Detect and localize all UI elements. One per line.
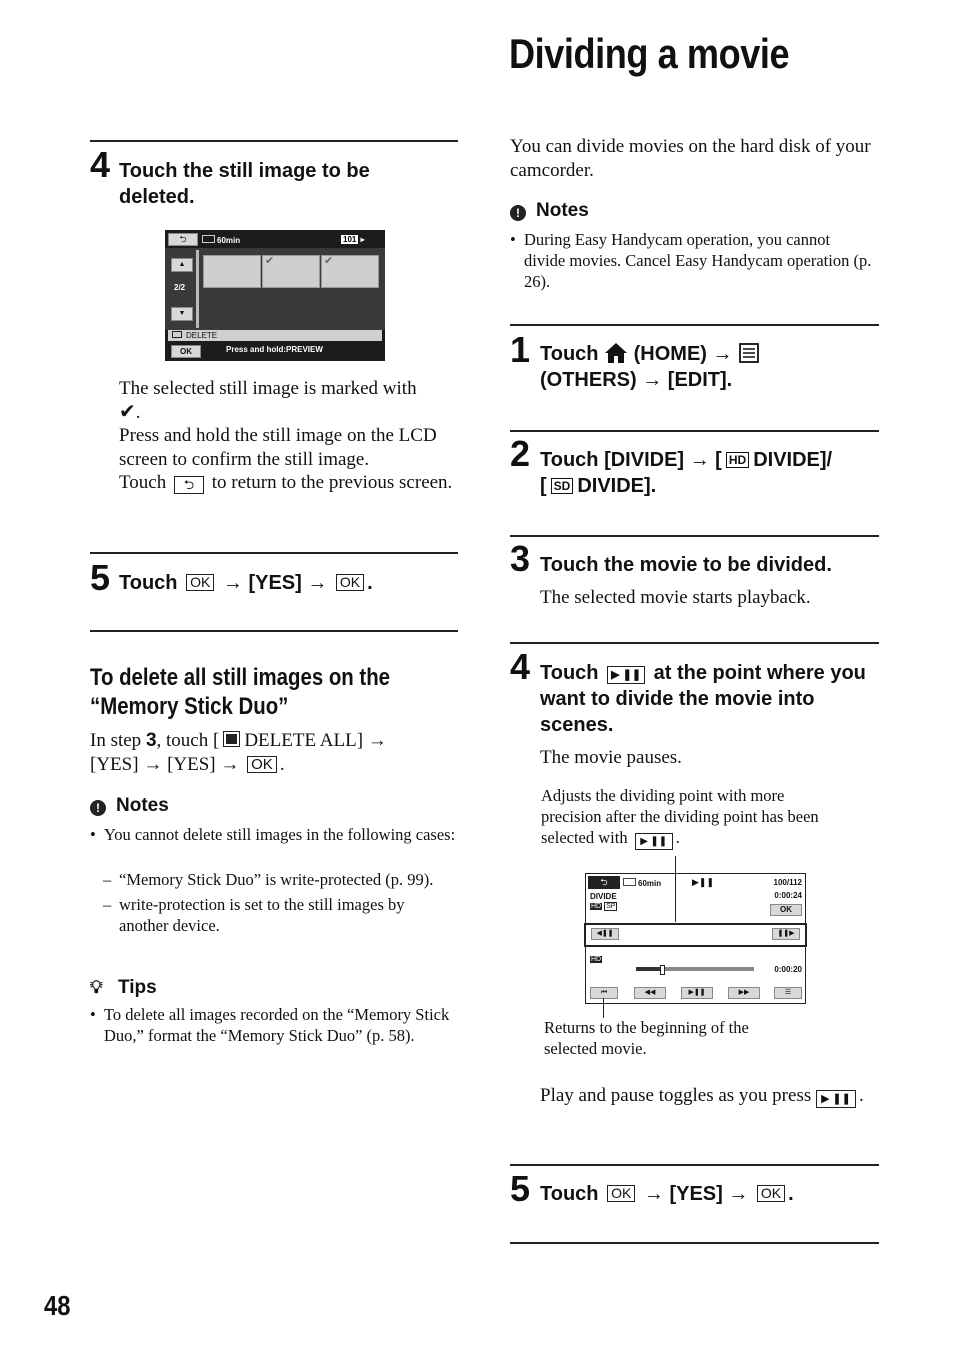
arrow: →: [643, 1183, 664, 1205]
folder-badge: 101 ▸: [343, 235, 365, 244]
step4-right-rule: [510, 642, 879, 644]
desc-line-1: [119, 377, 459, 401]
callout-line-bottom: [603, 998, 604, 1018]
arrow: →: [220, 753, 240, 775]
right-notes-list: [510, 229, 875, 292]
delete-screen-mockup: [165, 230, 385, 361]
progress-track[interactable]: [636, 967, 754, 971]
progress-knob[interactable]: [660, 965, 665, 975]
scroll-down-button[interactable]: ▼: [171, 307, 193, 321]
sd-icon: [551, 478, 574, 494]
p-d: [YES]: [90, 753, 139, 775]
subsection-title-line2: “Memory Stick Duo”: [90, 693, 289, 720]
arrow: →: [307, 572, 328, 594]
step5-left-rule: [90, 552, 458, 554]
step-forward-button[interactable]: ❚❚▶: [772, 928, 800, 940]
ok-icon: OK: [336, 574, 364, 591]
step5-right-rule: [510, 1164, 879, 1166]
callout-top-end: .: [675, 828, 680, 847]
arrow: →: [222, 572, 243, 594]
folder-number: 101: [343, 235, 357, 244]
step1-others: (OTHERS): [540, 369, 637, 391]
step2-divide: Touch [DIVIDE]: [540, 449, 685, 471]
thumbnail-3[interactable]: [321, 255, 379, 288]
checkmark-icon: ✔: [119, 400, 136, 423]
home-icon: [604, 342, 628, 364]
hd-text: HD: [728, 453, 747, 467]
divider-line: [675, 874, 676, 922]
time-bottom: 0:00:20: [774, 965, 802, 974]
step4-left-desc: [119, 377, 459, 495]
callout-top-text: Adjusts the dividing point with more precision after the dividing point has been selected with: [541, 786, 819, 847]
step1-number: 1: [510, 329, 531, 370]
step5-right-heading: [540, 1181, 794, 1207]
page-indicator: 2/2: [174, 283, 186, 292]
desc3a: Touch: [119, 472, 167, 493]
desc-line-1b: [119, 401, 459, 425]
step4-right-heading: [540, 660, 880, 738]
step1-rule: [510, 324, 879, 326]
yes-label: [YES]: [248, 572, 302, 594]
hd-badge: HD: [591, 903, 602, 910]
p-f: .: [279, 753, 285, 775]
intro-text: You can divide movies on the hard disk of your camcorder.: [510, 136, 871, 181]
subsection-line-1: [90, 729, 460, 753]
arrow: →: [642, 369, 663, 391]
ok-button[interactable]: OK: [171, 345, 201, 358]
checkmark-icon: ✔: [265, 255, 275, 267]
divide-label: DIVIDE: [590, 892, 617, 901]
step2-hd-divide: DIVIDE]/: [753, 449, 833, 471]
step1-touch: Touch: [540, 343, 599, 365]
scroll-bar[interactable]: [196, 250, 199, 328]
fast-forward-button[interactable]: ▶▶: [728, 987, 760, 999]
return-button[interactable]: ⮌: [168, 233, 198, 246]
hd-mark: HD: [591, 956, 602, 963]
time-top: 0:00:24: [774, 891, 802, 900]
mode-bar: [168, 330, 382, 341]
play-pause-icon: ▶ ❚❚: [816, 1090, 856, 1108]
step2-heading: [540, 447, 880, 499]
battery-remaining: 60min: [217, 236, 241, 245]
divide-screen-mockup: [585, 873, 806, 1004]
note-subitem: – write-protection is set to the still images by another device.: [103, 894, 448, 936]
arrow: →: [712, 343, 733, 365]
step1-line1: [540, 341, 880, 367]
step4-left-rule: [90, 140, 458, 142]
step1-home: (HOME): [633, 343, 707, 365]
step2-rule: [510, 430, 879, 432]
subsection-line-2: [90, 753, 460, 777]
subsection-paragraph: [90, 729, 460, 776]
battery-icon: [202, 235, 215, 243]
arrow: →: [143, 753, 163, 775]
toggle-text-a: Play and pause toggles as you press: [540, 1085, 812, 1106]
desc1: The selected still image is marked with: [119, 378, 417, 399]
others-icon: [738, 342, 760, 364]
battery-icon: [623, 878, 636, 886]
return-icon: ⮌: [174, 476, 204, 494]
step4-text: at the point where you want to divide the movie into scenes.: [540, 662, 866, 736]
ok-icon: OK: [607, 1185, 635, 1202]
rewind-button[interactable]: ◀◀: [634, 987, 666, 999]
tips-label: Tips: [118, 977, 157, 998]
page-number: 48: [44, 1290, 71, 1321]
desc3b: to return to the previous screen.: [211, 472, 453, 493]
play-pause-icon: ▶ ❚❚: [635, 833, 673, 850]
left-notes-sublist: [103, 869, 448, 936]
right-bottom-rule: [510, 1242, 879, 1244]
arrow: →: [728, 1183, 749, 1205]
step2-sd-divide: DIVIDE].: [577, 475, 657, 497]
notes-icon: !: [510, 205, 526, 221]
p-c: DELETE ALL]: [244, 730, 364, 751]
return-button[interactable]: ⮌: [588, 876, 620, 889]
scene-counter: 100/112: [773, 878, 802, 887]
step2-line1: Touch [DIVIDE] → [ HD DIVIDE]/: [540, 449, 833, 471]
battery-indicator: [623, 878, 661, 888]
step4-touch: Touch: [540, 662, 599, 684]
go-to-beginning-button[interactable]: ⏮: [590, 987, 618, 999]
step4-desc: The movie pauses.: [540, 747, 682, 768]
step3-rule: [510, 535, 879, 537]
period: .: [367, 572, 373, 594]
ok-button[interactable]: OK: [770, 904, 802, 916]
desc-line-3: [119, 471, 459, 495]
p-b: , touch [: [156, 730, 220, 751]
yes-label: [YES]: [669, 1183, 723, 1205]
checkmark-icon: ✔: [324, 255, 334, 267]
toggle-text: [540, 1084, 880, 1108]
callout-top: [541, 785, 841, 850]
page-title: Dividing a movie: [509, 30, 790, 77]
notes-label: Notes: [116, 795, 169, 816]
thumbnail-1[interactable]: [203, 255, 261, 288]
desc-line-2: Press and hold the still image on the LCD screen to confirm the still image.: [119, 425, 437, 470]
step-back-button[interactable]: ◀❚❚: [591, 928, 619, 940]
progress-fill: [636, 967, 662, 971]
play-pause-icon: ▶ ❚❚: [607, 666, 645, 684]
option-button[interactable]: ☰: [774, 987, 802, 999]
delete-icon: [172, 331, 182, 338]
thumbnail-2[interactable]: [262, 255, 320, 288]
ok-icon: OK: [247, 756, 277, 773]
step5-left-heading: [119, 570, 373, 596]
hd-icon: [726, 452, 749, 468]
battery-remaining: 60min: [638, 879, 662, 888]
left-section-rule: [90, 630, 458, 632]
step1-line2: [540, 367, 880, 393]
step3-desc: The selected movie starts playback.: [540, 587, 811, 608]
note-subitem: – “Memory Stick Duo” is write-protected (p. 99).: [103, 869, 448, 890]
sp-badge: SP: [606, 903, 616, 910]
left-notes-heading: [90, 795, 169, 817]
desc1-end: .: [135, 401, 141, 423]
toggle-text-b: .: [858, 1085, 864, 1106]
tips-list: [90, 1004, 456, 1046]
step4-left-heading: Touch the still image to be deleted.: [119, 160, 370, 208]
subsection-title: [90, 663, 464, 721]
arrow: →: [689, 449, 710, 471]
memory-stick-icon: [223, 731, 240, 747]
battery-indicator: [202, 235, 240, 245]
step1-edit: [EDIT].: [667, 369, 733, 391]
touch-word: Touch: [119, 572, 178, 594]
step1-heading: [540, 341, 880, 393]
mode-label: DELETE: [186, 331, 218, 340]
callout-bottom: Returns to the beginning of the selected movie.: [544, 1018, 749, 1058]
touch-word: Touch: [540, 1183, 599, 1205]
press-hold-hint: Press and hold:PREVIEW: [226, 345, 323, 354]
step5-left-number: 5: [90, 557, 111, 598]
lightbulb-icon: 💡︎: [90, 977, 103, 997]
p-e: [YES]: [167, 753, 216, 775]
tip-item: • To delete all images recorded on the “Memory Stick Duo,” format the “Memory Stick Duo” (p. 58).: [90, 1004, 456, 1046]
note-item: • During Easy Handycam operation, you cannot divide movies. Cancel Easy Handycam operation (p. 26).: [510, 229, 875, 292]
step2-line2: [ SD DIVIDE].: [540, 475, 657, 497]
step2-number: 2: [510, 433, 531, 474]
arrow: →: [367, 730, 387, 751]
p-bold: 3: [145, 730, 157, 751]
step3-heading: Touch the movie to be divided.: [540, 554, 832, 576]
p-a: In step: [90, 730, 142, 751]
step3-number: 3: [510, 538, 531, 579]
play-status-icon: ▶❚❚: [692, 877, 715, 887]
quality-badges: [590, 903, 617, 910]
right-notes-heading: [510, 200, 589, 222]
period: .: [788, 1183, 794, 1205]
sd-text: SD: [553, 479, 571, 493]
step4-left-number: 4: [90, 144, 111, 185]
step5-right-number: 5: [510, 1168, 531, 1209]
tips-heading: [90, 976, 157, 999]
ok-icon: OK: [186, 574, 214, 591]
ok-icon: OK: [757, 1185, 785, 1202]
left-notes-list: [90, 824, 456, 845]
notes-label: Notes: [536, 200, 589, 221]
note-item: • You cannot delete still images in the following cases:: [90, 824, 456, 845]
step4-right-number: 4: [510, 646, 531, 687]
notes-icon: !: [90, 800, 106, 816]
scroll-up-button[interactable]: ▲: [171, 258, 193, 272]
subsection-title-line1: To delete all still images on the: [90, 664, 391, 691]
play-pause-button[interactable]: ▶❚❚: [681, 987, 713, 999]
